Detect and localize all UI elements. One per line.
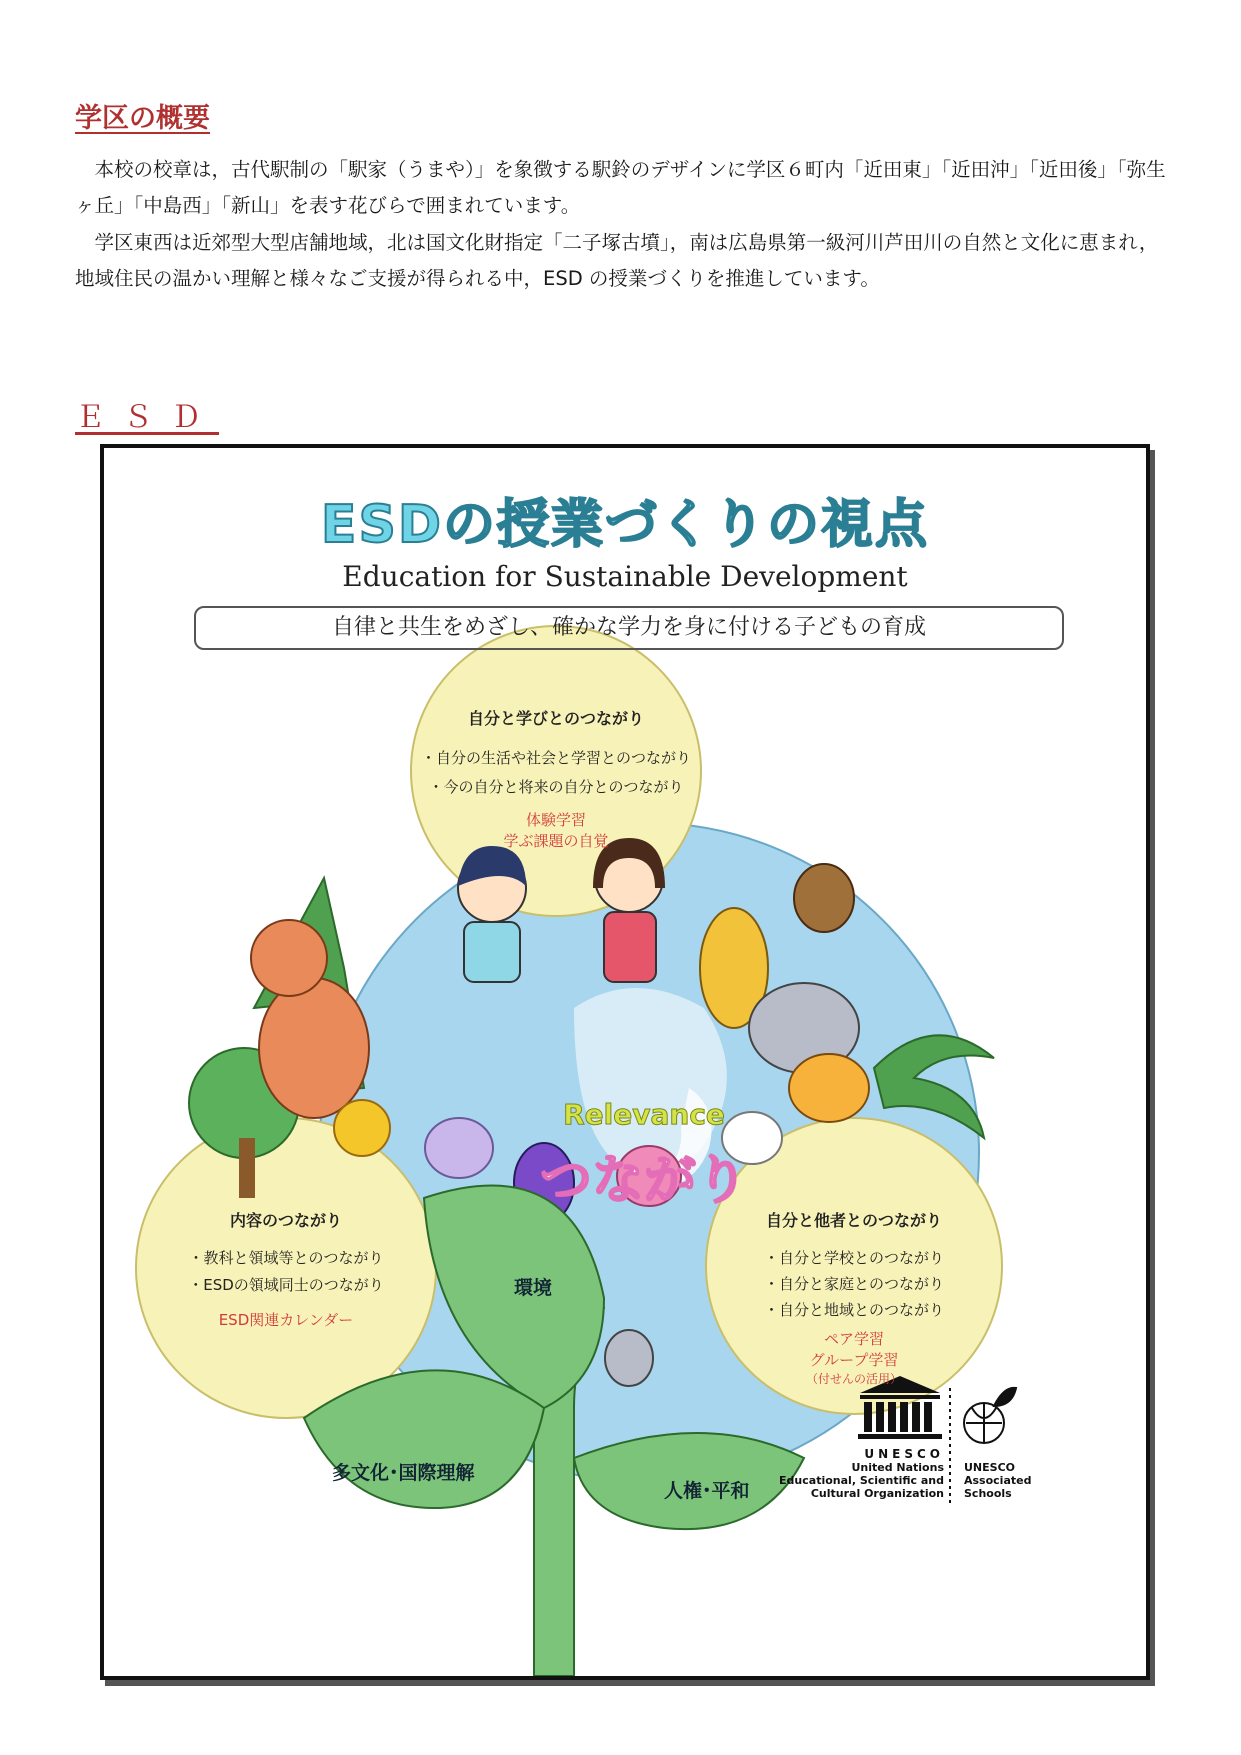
bubble-right-item: ・自分と家庭とのつながり <box>763 1275 944 1293</box>
unesco-org-line: Cultural Organization <box>810 1487 944 1500</box>
bubble-left-item: ・教科と領域等とのつながり <box>188 1249 384 1267</box>
poster-goal-banner: 自律と共生をめざし、確かな学力を身に付ける子どもの育成 <box>194 606 1064 650</box>
section-heading-esd: ＥＳＤ <box>75 400 219 435</box>
unesco-org-line: Educational, Scientific and <box>779 1474 944 1487</box>
bubble-left <box>156 1208 416 1330</box>
bubble-left-method: ESD関連カレンダー <box>218 1311 354 1329</box>
bubble-right-title: 自分と他者とのつながり <box>765 1211 942 1230</box>
unesco-schools-line: Schools <box>964 1487 1012 1500</box>
bubble-right-item: ・自分と地域とのつながり <box>763 1301 944 1319</box>
bubble-left-title: 内容のつながり <box>229 1211 342 1230</box>
leaf-label-human-rights: 人権･平和 <box>664 1480 750 1502</box>
bubble-right-method: （付せんの活用） <box>805 1372 902 1386</box>
unesco-logo-word: UNESCO <box>864 1447 944 1461</box>
koala <box>605 1330 653 1386</box>
bear-head <box>251 920 327 996</box>
bubble-right-item: ・自分と学校とのつながり <box>763 1249 944 1267</box>
bubble-top-method: 体験学習 <box>525 811 586 829</box>
overview-paragraph-1: 本校の校章は，古代駅制の「駅家（うまや）」を象徴する駅鈴のデザインに学区６町内「近田東」「近田沖」「近田後」「弥生ヶ丘」「中島西」「新山」を表す花びらで囲まれています。 <box>75 158 1166 217</box>
bear-body <box>259 978 369 1118</box>
girl-body <box>604 912 656 982</box>
esd-poster <box>100 444 1150 1680</box>
tsunagari-label: つながり <box>539 1151 748 1211</box>
sunflower <box>334 1100 390 1156</box>
tree-trunk <box>239 1138 255 1198</box>
bubble-top-item: ・今の自分と将来の自分とのつながり <box>428 778 684 796</box>
bubble-top <box>411 706 701 851</box>
unesco-org-text <box>764 1448 944 1500</box>
relevance-label: Relevance <box>563 1098 725 1131</box>
bubble-top-method: 学ぶ課題の自覚 <box>503 832 609 850</box>
unesco-schools-line: Associated <box>964 1474 1032 1487</box>
unesco-schools-logo <box>964 1388 1016 1443</box>
bubble-top-item: ・自分の生活や社会と学習とのつながり <box>420 749 691 767</box>
lion <box>789 1054 869 1122</box>
unesco-schools-text <box>964 1461 1054 1500</box>
poster-subtitle: Education for Sustainable Development <box>342 560 908 593</box>
bubble-right-method: ペア学習 <box>823 1330 884 1348</box>
section-heading-overview: 学区の概要 <box>75 103 210 134</box>
bubble-left-item: ・ESDの領域同士のつながり <box>188 1276 384 1294</box>
unesco-schools-line: UNESCO <box>964 1461 1015 1474</box>
leaf-label-multicultural: 多文化･国際理解 <box>332 1462 475 1484</box>
overview-paragraph-2: 学区東西は近郊型大型店舗地域，北は国文化財指定「二子塚古墳」，南は広島県第一級河川芦田川の自然と文化に恵まれ，地域住民の温かい理解と様々なご支援が得られる中，ESD の授業づくりを推進しています。 <box>75 231 1159 290</box>
bubble-right-method: グループ学習 <box>809 1351 899 1369</box>
bubble-right <box>724 1208 984 1387</box>
bubble-top-title: 自分と学びとのつながり <box>467 709 644 728</box>
boy-body <box>464 922 520 982</box>
poster-title: ESDの授業づくりの視点 <box>320 495 930 555</box>
leaf-label-environment: 環境 <box>514 1277 553 1299</box>
dolphin <box>425 1118 493 1178</box>
owl <box>794 864 854 932</box>
unesco-org-line: United Nations <box>851 1461 944 1474</box>
